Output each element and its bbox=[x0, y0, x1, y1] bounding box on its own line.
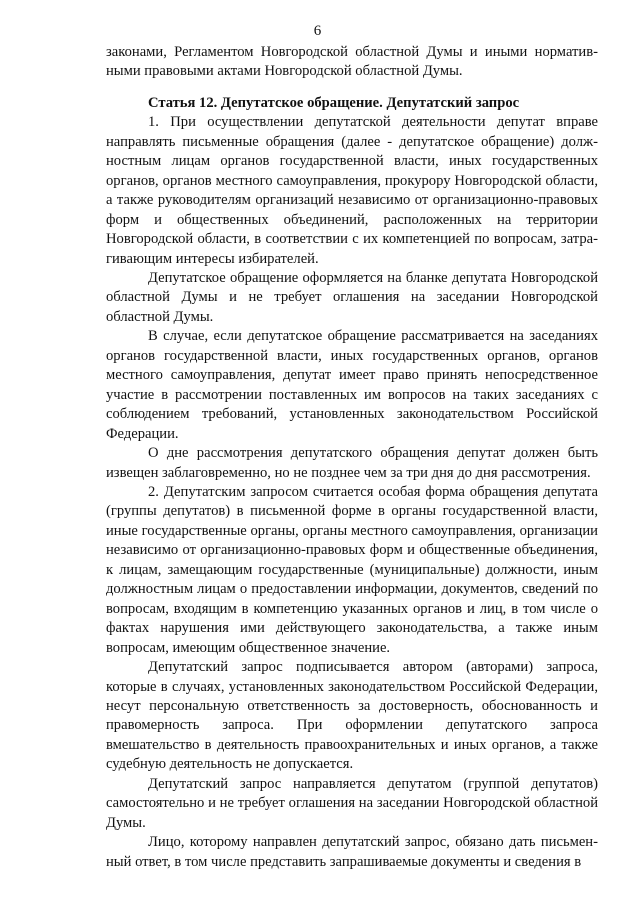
paragraph-1: 1. При осуществлении депутатской деятельности депутат вправе направлять письменные обращения (далее - депутатское обращение) должностным лицам органов государственной власти, иных государственных органов, органов местного самоуправления, прокурору Новгородской области, а также руководителям организаций независимо от организационно-правовых форм и общественных объединений, расположенных на территории Новгородской области, в соответствии с их компетенцией по вопросам, затрагивающим интересы избирателей. bbox=[106, 114, 598, 267]
paragraph-3: В случае, если депутатское обращение рассматривается на заседаниях органов государственной власти, иных государственных органов, органов местного самоуправления, депутат имеет право принять непосредственное участие в рассмотрении поставленных им вопросов на таких заседаниях с соблюдением требований, установленных законодательством Российской Федерации. bbox=[106, 328, 598, 442]
paragraph-2: Депутатское обращение оформляется на бланке депутата Новгородской областной Думы и не требует оглашения на заседании Новгородской областной Думы. bbox=[106, 269, 598, 325]
paragraph-8: Лицо, которому направлен депутатский запрос, обязано дать письменный ответ, в том числе представить запрашиваемые документы и сведения в bbox=[106, 834, 598, 870]
document-body bbox=[106, 43, 598, 872]
paragraph-7: Депутатский запрос направляется депутатом (группой депутатов) самостоятельно и не требует оглашения на заседании Новгородской областной Думы. bbox=[106, 775, 598, 831]
paragraph-continuation: законами, Регламентом Новгородской областной Думы и иными нормативными правовыми актами Новгородской областной Думы. bbox=[106, 44, 598, 80]
paragraph-6: Депутатский запрос подписывается автором (авторами) запроса, которые в случаях, установленных законодательством Российской Федерации, несут персональную ответственность за достоверность, обоснованность и правомерность запроса. При оформлении депутатского запроса вмешательство в деятельность правоохранительных и иных органов, а также судебную деятельность не допускается. bbox=[106, 659, 598, 773]
page-number: 6 bbox=[313, 23, 322, 39]
article-heading: Статья 12. Депутатское обращение. Депутатский запрос bbox=[148, 94, 520, 111]
paragraph-5: 2. Депутатским запросом считается особая форма обращения депутата (группы депутатов) в письменной форме в органы государственной власти, иные государственные органы, органы местного самоуправления, организации независимо от организационно-правовых форм и общественные объединения, к лицам, замещающим государственные (муниципальные) должности, иным должностным лицам о предоставлении информации, документов, сведений по вопросам, входящим в компетенцию указанных органов и лиц, в том числе о фактах нарушения ими действующего законодательства, а также иным вопросам, имеющим общественное значение. bbox=[106, 483, 598, 656]
paragraph-4: О дне рассмотрения депутатского обращения депутат должен быть извещен заблаговременно, но не позднее чем за три дня до дня рассмотрения. bbox=[106, 445, 598, 481]
